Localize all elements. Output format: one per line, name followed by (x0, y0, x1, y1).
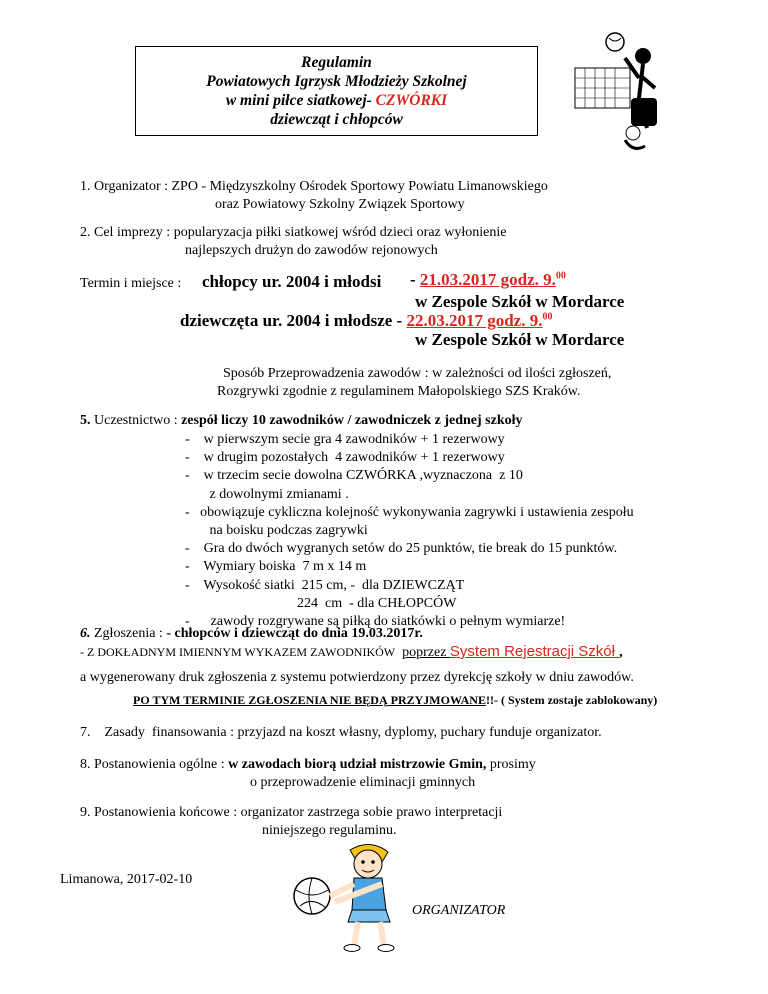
section-8: 8. Postanowienia ogólne : w zawodach biorą udział mistrzowie Gmin, prosimy (80, 757, 536, 772)
section-5-item: - w trzecim secie dowolna CZWÓRKA ,wyznaczona z 10 (185, 468, 523, 484)
title-czworki: CZWÓRKI (375, 92, 448, 109)
section-6-line-2: - Z DOKŁADNYM IMIENNYM WYKAZEM ZAWODNIKÓW poprzez System Rejestracji Szkół , (80, 643, 623, 660)
section-1-line-2: oraz Powiatowy Szkolny Związek Sportowy (215, 197, 465, 212)
section-5-item: na boisku podczas zagrywki (185, 523, 368, 539)
section-5-item: - w drugim pozostałych 4 zawodników + 1 rezerwowy (185, 450, 505, 466)
system-rejestracji-link[interactable]: System Rejestracji Szkół (449, 643, 620, 660)
section-5-item: - obowiązuje cykliczna kolejność wykonywania zagrywki i ustawienia zespołu (185, 504, 634, 520)
section-6-line-3: a wygenerowany druk zgłoszenia z systemu potwierdzony przez dyrekcję szkoły w dniu zawodów. (80, 670, 634, 685)
section-7: 7. Zasady finansowania : przyjazd na koszt własny, dyplomy, puchary funduje organizator. (80, 725, 602, 740)
section-9-line-2: niniejszego regulaminu. (262, 823, 397, 838)
title-box (135, 46, 538, 136)
term-place-boys: w Zespole Szkół w Mordarce (415, 292, 625, 311)
section-9: 9. Postanowienia końcowe : organizator zastrzega sobie prawo interpretacji (80, 805, 503, 820)
section-5-item: - zawody rozgrywane są piłką do siatkówki o pełnym wymiarze! (185, 614, 566, 630)
section-1: 1. Organizator : ZPO - Międzyszkolny Ośrodek Sportowy Powiatu Limanowskiego (80, 179, 548, 194)
term-place-girls: w Zespole Szkół w Mordarce (415, 330, 625, 349)
volleyball-player-illustration (555, 28, 675, 158)
section-5-item: z dowolnymi zmianami . (185, 486, 349, 502)
section-5-item: - Gra do dwóch wygranych setów do 25 punktów, tie break do 15 punktów. (185, 541, 618, 557)
method-line-2: Rozgrywki zgodnie z regulaminem Małopolskiego SZS Kraków. (217, 384, 581, 399)
term-boys: chłopcy ur. 2004 i młodsi (202, 272, 382, 291)
organizer-signature: ORGANIZATOR (412, 903, 506, 918)
section-2-line-2: najlepszych drużyn do zawodów rejonowych (185, 243, 438, 258)
section-5-item: - Wysokość siatki 215 cm, - dla DZIEWCZĄT (185, 577, 465, 593)
term-girls: dziewczęta ur. 2004 i młodsze - 22.03.2017 godz. 9.00 (180, 311, 553, 330)
section-5-list (185, 431, 634, 631)
section-2: 2. Cel imprezy : popularyzacja piłki siatkowej wśród dzieci oraz wyłonienie (80, 225, 507, 240)
section-6: 6. Zgłoszenia : - chłopców i dziewcząt do dnia 19.03.2017r. (80, 626, 423, 641)
term-label: Termin i miejsce : (80, 276, 182, 291)
section-5-item: - Wymiary boiska 7 m x 14 m (185, 559, 367, 575)
section-8-line-2: o przeprowadzenie eliminacji gminnych (250, 775, 476, 790)
place-date: Limanowa, 2017-02-10 (60, 872, 193, 887)
section-6-warning: PO TYM TERMINIE ZGŁOSZENIA NIE BĘDĄ PRZYJMOWANE!!- ( System zostaje zablokowany) (133, 693, 658, 707)
title-line-3: w mini piłce siatkowej- CZWÓRKI (225, 92, 448, 109)
section-5-item: 224 cm - dla CHŁOPCÓW (185, 595, 457, 611)
title-line-4: dziewcząt i chłopców (270, 111, 403, 128)
section-5-item: - w pierwszym secie gra 4 zawodników + 1 rezerwowy (185, 432, 505, 447)
title-line-2: Powiatowych Igrzysk Młodzieży Szkolnej (206, 73, 467, 90)
section-5: 5. Uczestnictwo : zespół liczy 10 zawodników / zawodniczek z jednej szkoły (80, 413, 523, 428)
girl-volleyball-illustration (290, 838, 400, 953)
term-boys-date: - 21.03.2017 godz. 9.00 (410, 270, 566, 289)
method-line-1: Sposób Przeprowadzenia zawodów : w zależności od ilości zgłoszeń, (223, 366, 612, 381)
title-line-1: Regulamin (301, 54, 372, 71)
